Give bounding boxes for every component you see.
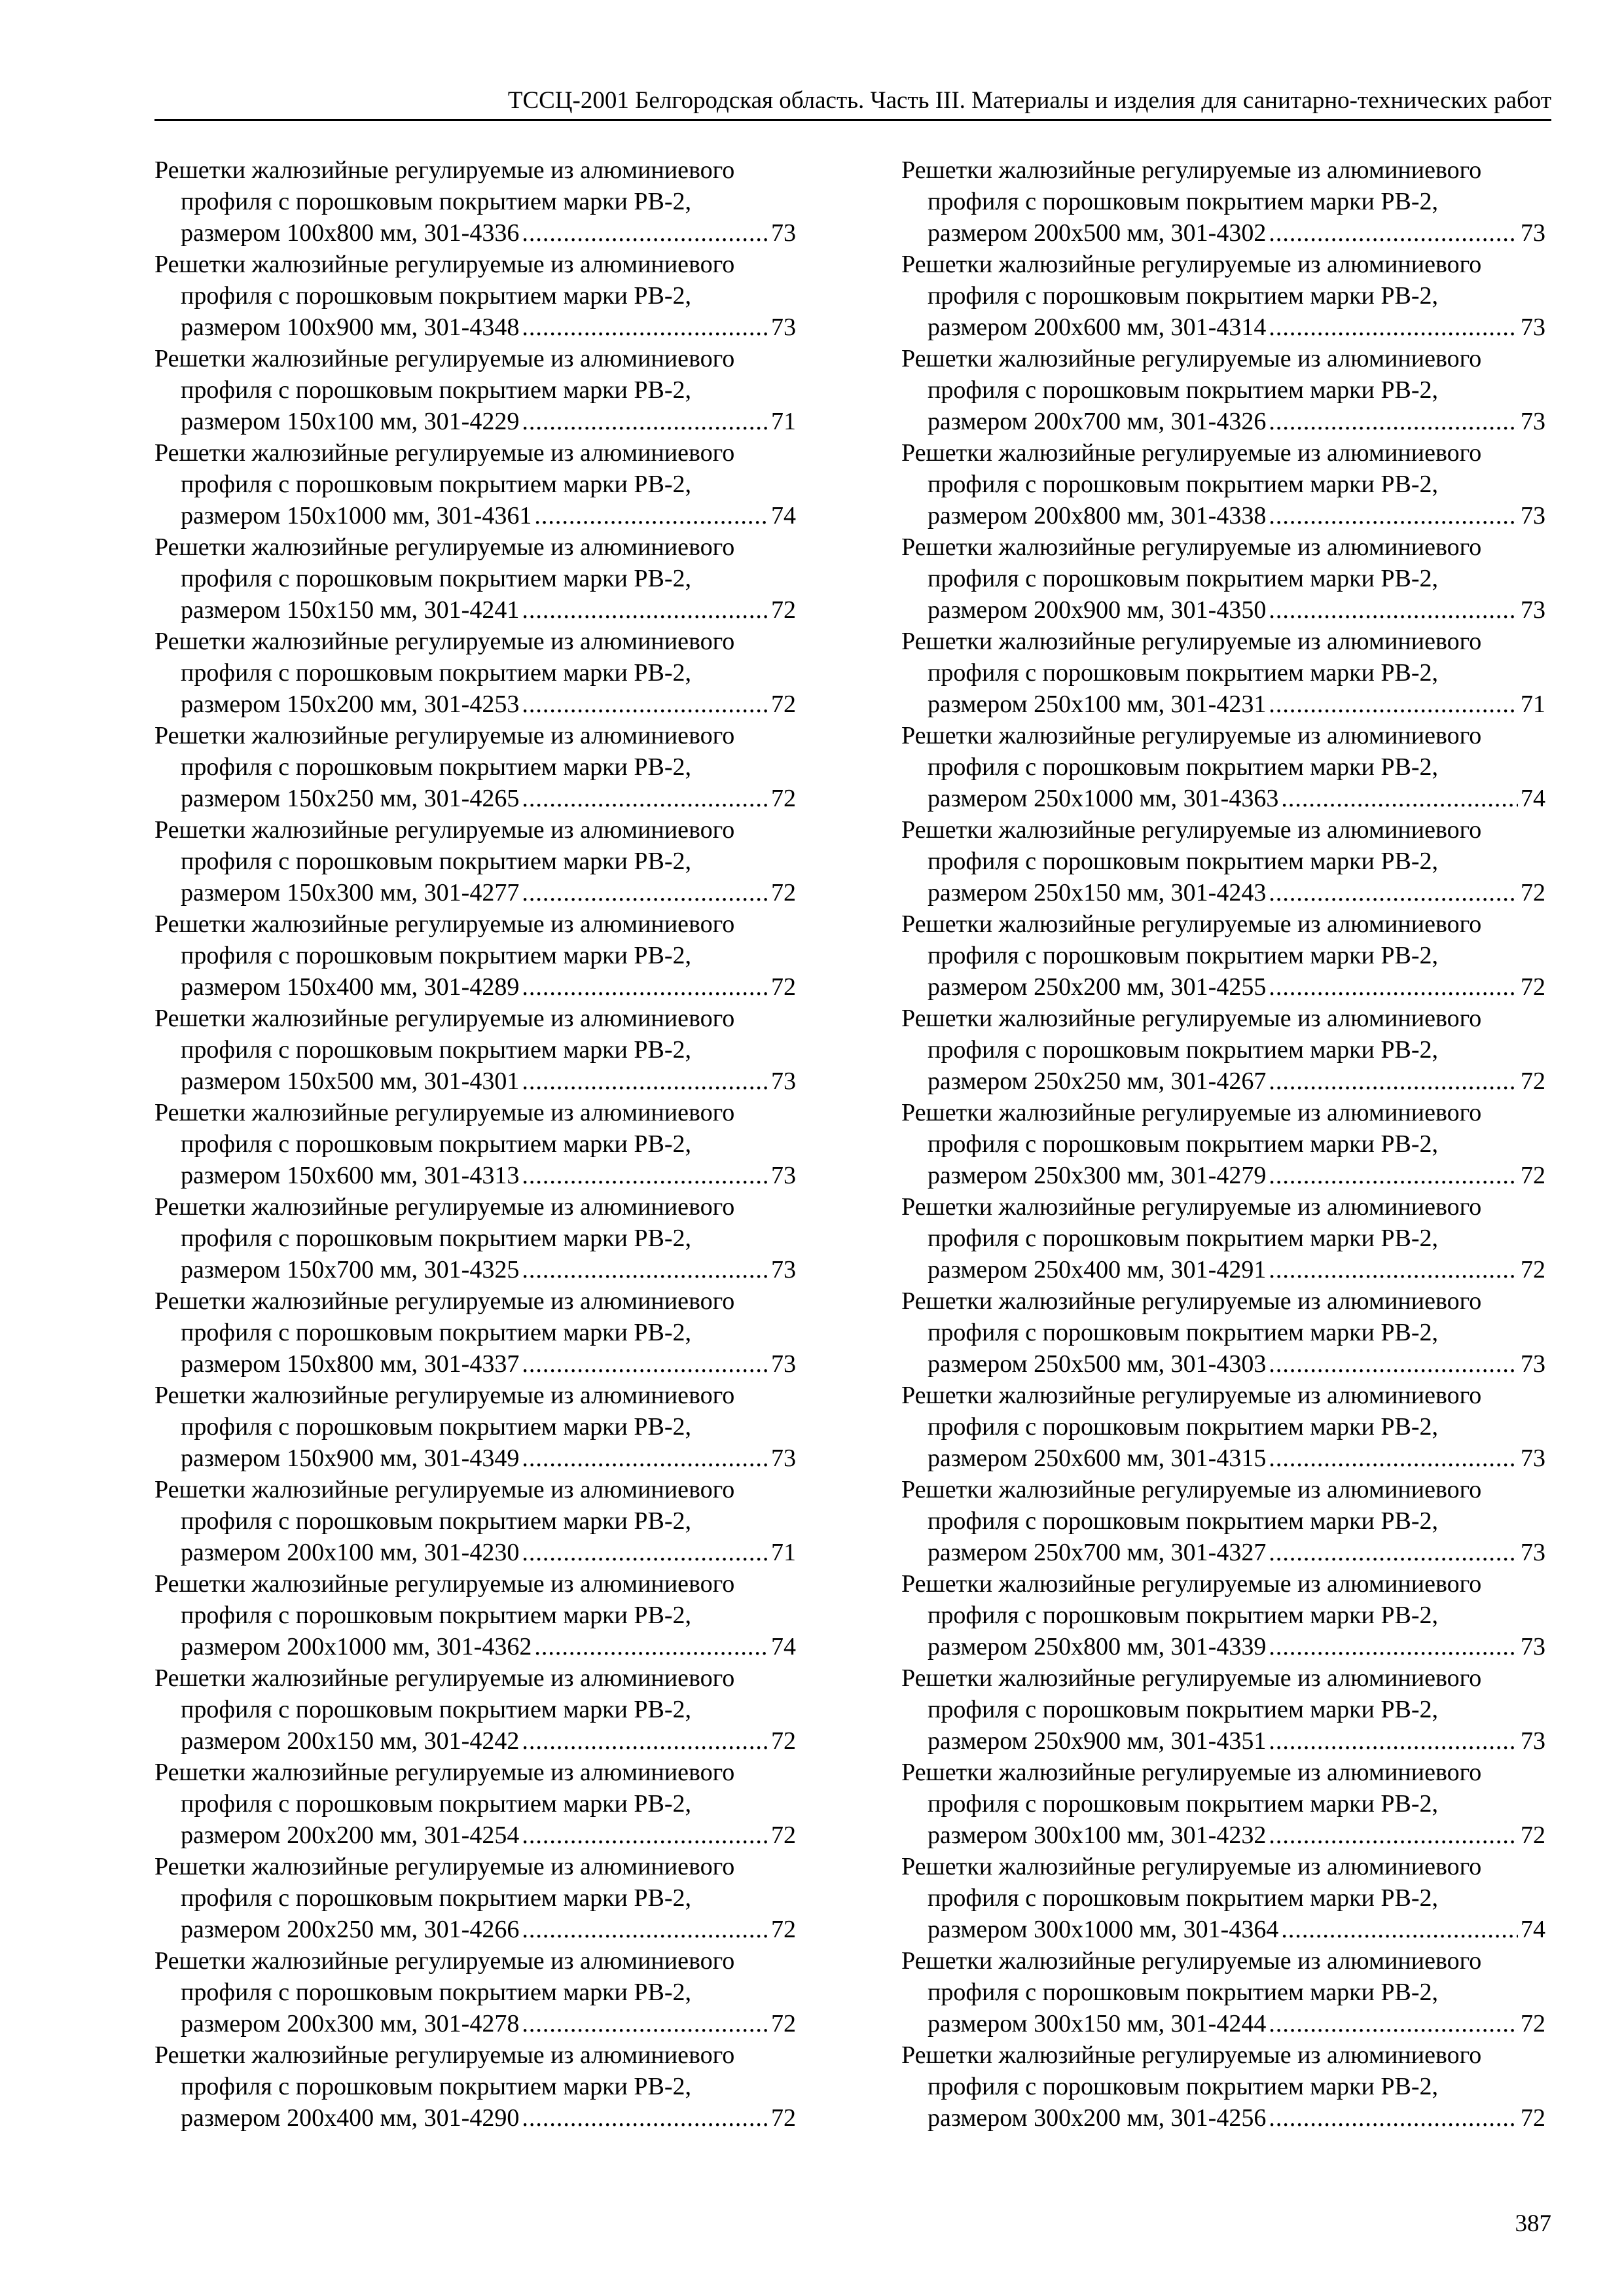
index-entry	[154, 1474, 796, 1568]
entry-description-line: профиля с порошковым покрытием марки РВ-2,	[928, 2073, 1439, 2100]
entry-size-line	[154, 1914, 796, 1945]
entry-size-code: размером 200х400 мм, 301-4290	[181, 2104, 520, 2132]
entry-title-line: Решетки жалюзийные регулируемые из алюминиевого	[901, 1382, 1482, 1409]
entry-description-line: профиля с порошковым покрытием марки РВ-2,	[928, 1413, 1439, 1441]
index-entry	[154, 1097, 796, 1191]
entry-size-code: размером 150х900 мм, 301-4349	[181, 1444, 520, 1472]
entry-size-code: размером 250х800 мм, 301-4339	[928, 1633, 1267, 1660]
index-entry	[154, 1568, 796, 1662]
entry-size-line	[154, 1631, 796, 1662]
entry-page-ref: 73	[1521, 314, 1545, 341]
index-entry	[901, 531, 1545, 626]
entry-size-line	[901, 1537, 1545, 1568]
entry-page-ref: 74	[1521, 1916, 1545, 1943]
entry-page-ref: 72	[771, 973, 796, 1001]
entry-title-line: Решетки жалюзийные регулируемые из алюминиевого	[901, 1193, 1482, 1221]
dot-leader	[522, 1160, 768, 1191]
entry-size-line	[154, 594, 796, 626]
entry-title-line: Решетки жалюзийные регулируемые из алюминиевого	[901, 251, 1482, 278]
entry-size-code: размером 100х800 мм, 301-4336	[181, 219, 520, 247]
entry-title-line: Решетки жалюзийные регулируемые из алюминиевого	[154, 722, 735, 749]
entry-description-line: профиля с порошковым покрытием марки РВ-2,	[928, 282, 1439, 310]
index-entry	[154, 1191, 796, 1285]
entry-title-line: Решетки жалюзийные регулируемые из алюминиевого	[154, 1287, 735, 1315]
entry-size-code: размером 150х100 мм, 301-4229	[181, 408, 520, 435]
entry-description-line: профиля с порошковым покрытием марки РВ-2,	[181, 1507, 692, 1535]
entry-size-code: размером 200х800 мм, 301-4338	[928, 502, 1267, 529]
entry-description-line: профиля с порошковым покрытием марки РВ-2,	[928, 1696, 1439, 1723]
entry-description-line: профиля с порошковым покрытием марки РВ-2,	[181, 848, 692, 875]
entry-title-line: Решетки жалюзийные регулируемые из алюминиевого	[901, 910, 1482, 938]
index-entry	[154, 1945, 796, 2039]
entry-size-code: размером 300х100 мм, 301-4232	[928, 1821, 1267, 1849]
entry-size-code: размером 250х300 мм, 301-4279	[928, 1162, 1267, 1189]
entry-size-line	[154, 1537, 796, 1568]
entry-page-ref: 72	[1521, 1821, 1545, 1849]
entry-title-line: Решетки жалюзийные регулируемые из алюминиевого	[901, 1947, 1482, 1975]
dot-leader	[1269, 594, 1518, 626]
index-entry	[154, 814, 796, 908]
entry-description-line: профиля с порошковым покрытием марки РВ-2,	[181, 1979, 692, 2006]
entry-description-line: профиля с порошковым покрытием марки РВ-2,	[181, 1790, 692, 1818]
entry-size-code: размером 200х300 мм, 301-4278	[181, 2010, 520, 2037]
entry-page-ref: 73	[771, 1350, 796, 1378]
entry-page-ref: 72	[771, 1916, 796, 1943]
entry-title-line: Решетки жалюзийные регулируемые из алюминиевого	[154, 816, 735, 844]
index-entry	[154, 1285, 796, 1380]
entry-title-line: Решетки жалюзийные регулируемые из алюминиевого	[154, 1099, 735, 1126]
entry-description-line: профиля с порошковым покрытием марки РВ-2,	[181, 2073, 692, 2100]
dot-leader	[522, 406, 768, 437]
entry-page-ref: 73	[771, 219, 796, 247]
entry-size-line	[901, 406, 1545, 437]
entry-title-line: Решетки жалюзийные регулируемые из алюминиевого	[154, 1664, 735, 1692]
entry-page-ref: 73	[1521, 1539, 1545, 1566]
entry-title-line: Решетки жалюзийные регулируемые из алюминиевого	[154, 251, 735, 278]
entry-title-line: Решетки жалюзийные регулируемые из алюминиевого	[154, 1476, 735, 1503]
entry-page-ref: 73	[771, 1444, 796, 1472]
entry-size-line	[154, 1254, 796, 1285]
dot-leader	[522, 2008, 768, 2039]
entry-description-line: профиля с порошковым покрытием марки РВ-2,	[928, 1790, 1439, 1818]
entry-size-line	[154, 217, 796, 249]
index-column-left	[154, 154, 796, 2134]
entry-size-code: размером 200х700 мм, 301-4326	[928, 408, 1267, 435]
entry-description-line: профиля с порошковым покрытием марки РВ-2,	[181, 659, 692, 687]
entry-size-line	[901, 1820, 1545, 1851]
index-entry	[901, 2039, 1545, 2134]
entry-size-code: размером 150х250 мм, 301-4265	[181, 785, 520, 812]
index-entry	[154, 531, 796, 626]
entry-description-line: профиля с порошковым покрытием марки РВ-2,	[181, 1696, 692, 1723]
entry-page-ref: 73	[771, 1067, 796, 1095]
entry-size-code: размером 150х700 мм, 301-4325	[181, 1256, 520, 1283]
entry-size-code: размером 200х600 мм, 301-4314	[928, 314, 1267, 341]
entry-title-line: Решетки жалюзийные регулируемые из алюминиевого	[154, 1759, 735, 1786]
entry-size-code: размером 250х100 мм, 301-4231	[928, 691, 1267, 718]
index-entry	[901, 1285, 1545, 1380]
entry-description-line: профиля с порошковым покрытием марки РВ-2,	[181, 471, 692, 498]
entry-page-ref: 72	[1521, 2104, 1545, 2132]
entry-page-ref: 71	[1521, 691, 1545, 718]
entry-title-line: Решетки жалюзийные регулируемые из алюминиевого	[901, 1759, 1482, 1786]
index-entry	[901, 1380, 1545, 1474]
entry-page-ref: 72	[771, 596, 796, 624]
entry-page-ref: 74	[1521, 785, 1545, 812]
entry-size-line	[901, 500, 1545, 531]
entry-title-line: Решетки жалюзийные регулируемые из алюминиевого	[154, 2041, 735, 2069]
entry-size-line	[154, 1820, 796, 1851]
index-entry	[901, 1568, 1545, 1662]
entry-title-line: Решетки жалюзийные регулируемые из алюминиевого	[154, 345, 735, 372]
dot-leader	[1281, 1914, 1518, 1945]
entry-description-line: профиля с порошковым покрытием марки РВ-2,	[928, 942, 1439, 969]
dot-leader	[522, 312, 768, 343]
index-entry	[901, 249, 1545, 343]
index-entry	[154, 1757, 796, 1851]
entry-page-ref: 73	[1521, 408, 1545, 435]
entry-page-ref: 73	[1521, 1444, 1545, 1472]
index-entry	[154, 1380, 796, 1474]
entry-description-line: профиля с порошковым покрытием марки РВ-2,	[928, 1979, 1439, 2006]
entry-description-line: профиля с порошковым покрытием марки РВ-2,	[181, 1319, 692, 1346]
entry-description-line: профиля с порошковым покрытием марки РВ-2,	[928, 1130, 1439, 1158]
entry-title-line: Решетки жалюзийные регулируемые из алюминиевого	[154, 533, 735, 561]
entry-description-line: профиля с порошковым покрытием марки РВ-2,	[928, 753, 1439, 781]
entry-description-line: профиля с порошковым покрытием марки РВ-2,	[928, 188, 1439, 215]
index-entry	[901, 1003, 1545, 1097]
entry-size-line	[901, 1725, 1545, 1757]
entry-page-ref: 72	[771, 2010, 796, 2037]
entry-size-line	[154, 406, 796, 437]
entry-size-line	[154, 312, 796, 343]
entry-size-code: размером 150х200 мм, 301-4253	[181, 691, 520, 718]
entry-size-line	[901, 877, 1545, 908]
dot-leader	[522, 877, 768, 908]
dot-leader	[522, 1066, 768, 1097]
entry-size-line	[901, 1914, 1545, 1945]
entry-description-line: профиля с порошковым покрытием марки РВ-2,	[181, 565, 692, 592]
entry-title-line: Решетки жалюзийные регулируемые из алюминиевого	[901, 1287, 1482, 1315]
index-entry	[154, 1851, 796, 1945]
entry-size-code: размером 250х700 мм, 301-4327	[928, 1539, 1267, 1566]
entry-page-ref: 72	[771, 785, 796, 812]
entry-size-code: размером 150х600 мм, 301-4313	[181, 1162, 520, 1189]
entry-size-code: размером 200х500 мм, 301-4302	[928, 219, 1267, 247]
entry-size-code: размером 250х500 мм, 301-4303	[928, 1350, 1267, 1378]
entry-size-line	[901, 1160, 1545, 1191]
dot-leader	[522, 1820, 768, 1851]
index-entry	[154, 720, 796, 814]
entry-page-ref: 72	[771, 2104, 796, 2132]
entry-title-line: Решетки жалюзийные регулируемые из алюминиевого	[901, 1853, 1482, 1880]
entry-description-line: профиля с порошковым покрытием марки РВ-2,	[181, 188, 692, 215]
dot-leader	[522, 1914, 768, 1945]
dot-leader	[522, 1443, 768, 1474]
entry-title-line: Решетки жалюзийные регулируемые из алюминиевого	[901, 628, 1482, 655]
entry-description-line: профиля с порошковым покрытием марки РВ-2,	[181, 1884, 692, 1912]
entry-size-code: размером 250х250 мм, 301-4267	[928, 1067, 1267, 1095]
entry-title-line: Решетки жалюзийные регулируемые из алюминиевого	[154, 1005, 735, 1032]
entry-page-ref: 73	[1521, 1633, 1545, 1660]
dot-leader	[522, 689, 768, 720]
entry-size-line	[901, 1348, 1545, 1380]
entry-page-ref: 72	[771, 1821, 796, 1849]
dot-leader	[522, 594, 768, 626]
dot-leader	[1269, 877, 1518, 908]
entry-page-ref: 71	[771, 1539, 796, 1566]
entry-page-ref: 72	[1521, 973, 1545, 1001]
entry-size-code: размером 250х150 мм, 301-4243	[928, 879, 1267, 906]
entry-size-code: размером 300х200 мм, 301-4256	[928, 2104, 1267, 2132]
entry-title-line: Решетки жалюзийные регулируемые из алюминиевого	[901, 439, 1482, 467]
entry-size-code: размером 250х1000 мм, 301-4363	[928, 785, 1279, 812]
index-entry	[154, 908, 796, 1003]
entry-description-line: профиля с порошковым покрытием марки РВ-2,	[181, 1130, 692, 1158]
entry-description-line: профиля с порошковым покрытием марки РВ-2,	[928, 1036, 1439, 1064]
dot-leader	[1269, 1348, 1518, 1380]
entry-size-line	[154, 1443, 796, 1474]
entry-description-line: профиля с порошковым покрытием марки РВ-2,	[181, 942, 692, 969]
index-entry	[901, 343, 1545, 437]
entry-page-ref: 73	[1521, 502, 1545, 529]
entry-size-code: размером 200х250 мм, 301-4266	[181, 1916, 520, 1943]
entry-page-ref: 72	[1521, 1162, 1545, 1189]
index-entry	[154, 249, 796, 343]
entry-description-line: профиля с порошковым покрытием марки РВ-2,	[928, 471, 1439, 498]
entry-size-code: размером 100х900 мм, 301-4348	[181, 314, 520, 341]
entry-description-line: профиля с порошковым покрытием марки РВ-2,	[928, 565, 1439, 592]
index-entry	[154, 626, 796, 720]
entry-page-ref: 72	[771, 879, 796, 906]
entry-size-line	[154, 1725, 796, 1757]
entry-title-line: Решетки жалюзийные регулируемые из алюминиевого	[154, 1853, 735, 1880]
entry-size-line	[154, 877, 796, 908]
entry-size-line	[901, 1443, 1545, 1474]
dot-leader	[1281, 783, 1518, 814]
entry-page-ref: 71	[771, 408, 796, 435]
entry-size-line	[901, 217, 1545, 249]
entry-title-line: Решетки жалюзийные регулируемые из алюминиевого	[154, 1947, 735, 1975]
entry-size-code: размером 200х150 мм, 301-4242	[181, 1727, 520, 1755]
entry-page-ref: 73	[1521, 1350, 1545, 1378]
entry-title-line: Решетки жалюзийные регулируемые из алюминиевого	[154, 628, 735, 655]
entry-size-code: размером 250х600 мм, 301-4315	[928, 1444, 1267, 1472]
entry-description-line: профиля с порошковым покрытием марки РВ-2,	[928, 848, 1439, 875]
entry-title-line: Решетки жалюзийные регулируемые из алюминиевого	[901, 722, 1482, 749]
index-entry	[901, 1851, 1545, 1945]
entry-size-code: размером 150х300 мм, 301-4277	[181, 879, 520, 906]
index-entry	[901, 437, 1545, 531]
index-entry	[901, 1191, 1545, 1285]
entry-size-code: размером 250х400 мм, 301-4291	[928, 1256, 1267, 1283]
entry-page-ref: 72	[1521, 1067, 1545, 1095]
dot-leader	[522, 1254, 768, 1285]
entry-page-ref: 73	[1521, 1727, 1545, 1755]
entry-page-ref: 73	[771, 314, 796, 341]
entry-description-line: профиля с порошковым покрытием марки РВ-2,	[928, 1319, 1439, 1346]
entry-size-code: размером 150х1000 мм, 301-4361	[181, 502, 532, 529]
entry-title-line: Решетки жалюзийные регулируемые из алюминиевого	[154, 1570, 735, 1598]
entry-size-code: размером 250х200 мм, 301-4255	[928, 973, 1267, 1001]
entry-page-ref: 72	[1521, 2010, 1545, 2037]
index-entry	[901, 908, 1545, 1003]
entry-size-code: размером 200х200 мм, 301-4254	[181, 1821, 520, 1849]
index-entry	[901, 1662, 1545, 1757]
index-entry	[154, 1662, 796, 1757]
entry-size-code: размером 200х900 мм, 301-4350	[928, 596, 1267, 624]
dot-leader	[1269, 217, 1518, 249]
entry-size-code: размером 300х150 мм, 301-4244	[928, 2010, 1267, 2037]
dot-leader	[1269, 1443, 1518, 1474]
entry-size-line	[154, 689, 796, 720]
dot-leader	[522, 971, 768, 1003]
dot-leader	[522, 1348, 768, 1380]
index-entry	[154, 1003, 796, 1097]
dot-leader	[522, 2102, 768, 2134]
entry-size-code: размером 200х100 мм, 301-4230	[181, 1539, 520, 1566]
entry-page-ref: 73	[1521, 596, 1545, 624]
entry-size-line	[901, 1631, 1545, 1662]
running-header: ТССЦ-2001 Белгородская область. Часть III. Материалы и изделия для санитарно-технических работ	[154, 86, 1551, 121]
entry-description-line: профиля с порошковым покрытием марки РВ-2,	[928, 1507, 1439, 1535]
entry-page-ref: 72	[771, 691, 796, 718]
entry-description-line: профиля с порошковым покрытием марки РВ-2,	[928, 1225, 1439, 1252]
entry-description-line: профиля с порошковым покрытием марки РВ-2,	[928, 1884, 1439, 1912]
dot-leader	[1269, 1160, 1518, 1191]
dot-leader	[1269, 1820, 1518, 1851]
dot-leader	[1269, 1254, 1518, 1285]
dot-leader	[522, 1537, 768, 1568]
dot-leader	[534, 500, 768, 531]
dot-leader	[1269, 1631, 1518, 1662]
entry-size-line	[154, 2008, 796, 2039]
entry-title-line: Решетки жалюзийные регулируемые из алюминиевого	[901, 533, 1482, 561]
dot-leader	[534, 1631, 768, 1662]
entry-size-code: размером 250х900 мм, 301-4351	[928, 1727, 1267, 1755]
entry-page-ref: 73	[771, 1162, 796, 1189]
dot-leader	[1269, 1725, 1518, 1757]
entry-title-line: Решетки жалюзийные регулируемые из алюминиевого	[154, 1193, 735, 1221]
dot-leader	[1269, 312, 1518, 343]
entry-size-line	[154, 1160, 796, 1191]
dot-leader	[1269, 500, 1518, 531]
entry-size-code: размером 300х1000 мм, 301-4364	[928, 1916, 1279, 1943]
entry-title-line: Решетки жалюзийные регулируемые из алюминиевого	[901, 1476, 1482, 1503]
entry-title-line: Решетки жалюзийные регулируемые из алюминиевого	[154, 1382, 735, 1409]
entry-size-line	[901, 594, 1545, 626]
entry-description-line: профиля с порошковым покрытием марки РВ-2,	[928, 1602, 1439, 1629]
entry-description-line: профиля с порошковым покрытием марки РВ-2,	[181, 1602, 692, 1629]
dot-leader	[1269, 406, 1518, 437]
entry-size-line	[154, 2102, 796, 2134]
entry-size-line	[154, 500, 796, 531]
entry-title-line: Решетки жалюзийные регулируемые из алюминиевого	[154, 439, 735, 467]
index-entry	[901, 814, 1545, 908]
index-entry	[901, 1757, 1545, 1851]
entry-title-line: Решетки жалюзийные регулируемые из алюминиевого	[154, 910, 735, 938]
entry-title-line: Решетки жалюзийные регулируемые из алюминиевого	[901, 345, 1482, 372]
index-entry	[154, 343, 796, 437]
index-entry	[901, 154, 1545, 249]
entry-description-line: профиля с порошковым покрытием марки РВ-2,	[181, 1225, 692, 1252]
entry-description-line: профиля с порошковым покрытием марки РВ-2,	[181, 376, 692, 404]
entry-size-code: размером 150х800 мм, 301-4337	[181, 1350, 520, 1378]
index-entry	[901, 626, 1545, 720]
entry-page-ref: 73	[771, 1256, 796, 1283]
entry-size-code: размером 200х1000 мм, 301-4362	[181, 1633, 532, 1660]
entry-title-line: Решетки жалюзийные регулируемые из алюминиевого	[901, 1664, 1482, 1692]
dot-leader	[1269, 1537, 1518, 1568]
entry-description-line: профиля с порошковым покрытием марки РВ-2,	[181, 753, 692, 781]
dot-leader	[1269, 689, 1518, 720]
entry-size-code: размером 150х400 мм, 301-4289	[181, 973, 520, 1001]
entry-title-line: Решетки жалюзийные регулируемые из алюминиевого	[901, 156, 1482, 184]
dot-leader	[522, 217, 768, 249]
index-entry	[901, 1945, 1545, 2039]
entry-description-line: профиля с порошковым покрытием марки РВ-2,	[928, 659, 1439, 687]
entry-size-line	[154, 971, 796, 1003]
dot-leader	[1269, 1066, 1518, 1097]
entry-page-ref: 73	[1521, 219, 1545, 247]
index-entry	[154, 2039, 796, 2134]
entry-title-line: Решетки жалюзийные регулируемые из алюминиевого	[901, 2041, 1482, 2069]
entry-size-line	[901, 312, 1545, 343]
entry-description-line: профиля с порошковым покрытием марки РВ-2,	[928, 376, 1439, 404]
entry-title-line: Решетки жалюзийные регулируемые из алюминиевого	[901, 816, 1482, 844]
dot-leader	[1269, 2102, 1518, 2134]
index-entry	[901, 1474, 1545, 1568]
entry-page-ref: 72	[1521, 1256, 1545, 1283]
entry-size-line	[901, 2008, 1545, 2039]
entry-size-line	[901, 1066, 1545, 1097]
index-entry	[901, 720, 1545, 814]
entry-description-line: профиля с порошковым покрытием марки РВ-2,	[181, 1413, 692, 1441]
entry-title-line: Решетки жалюзийные регулируемые из алюминиевого	[901, 1570, 1482, 1598]
entry-size-line	[154, 1348, 796, 1380]
entry-size-line	[154, 1066, 796, 1097]
index-entry	[901, 1097, 1545, 1191]
entry-page-ref: 72	[1521, 879, 1545, 906]
entry-page-ref: 74	[771, 502, 796, 529]
dot-leader	[522, 783, 768, 814]
dot-leader	[522, 1725, 768, 1757]
entry-page-ref: 74	[771, 1633, 796, 1660]
entry-title-line: Решетки жалюзийные регулируемые из алюминиевого	[901, 1099, 1482, 1126]
entry-size-line	[901, 783, 1545, 814]
dot-leader	[1269, 971, 1518, 1003]
entry-size-line	[901, 971, 1545, 1003]
entry-size-line	[901, 2102, 1545, 2134]
entry-description-line: профиля с порошковым покрытием марки РВ-2,	[181, 1036, 692, 1064]
entry-size-line	[154, 783, 796, 814]
index-column-right	[901, 154, 1545, 2134]
entry-page-ref: 72	[771, 1727, 796, 1755]
entry-title-line: Решетки жалюзийные регулируемые из алюминиевого	[154, 156, 735, 184]
page-number: 387	[1515, 2210, 1551, 2237]
entry-description-line: профиля с порошковым покрытием марки РВ-2,	[181, 282, 692, 310]
index-entry	[154, 154, 796, 249]
index-entry	[154, 437, 796, 531]
entry-size-code: размером 150х150 мм, 301-4241	[181, 596, 520, 624]
dot-leader	[1269, 2008, 1518, 2039]
entry-title-line: Решетки жалюзийные регулируемые из алюминиевого	[901, 1005, 1482, 1032]
entry-size-line	[901, 689, 1545, 720]
entry-size-code: размером 150х500 мм, 301-4301	[181, 1067, 520, 1095]
entry-size-line	[901, 1254, 1545, 1285]
